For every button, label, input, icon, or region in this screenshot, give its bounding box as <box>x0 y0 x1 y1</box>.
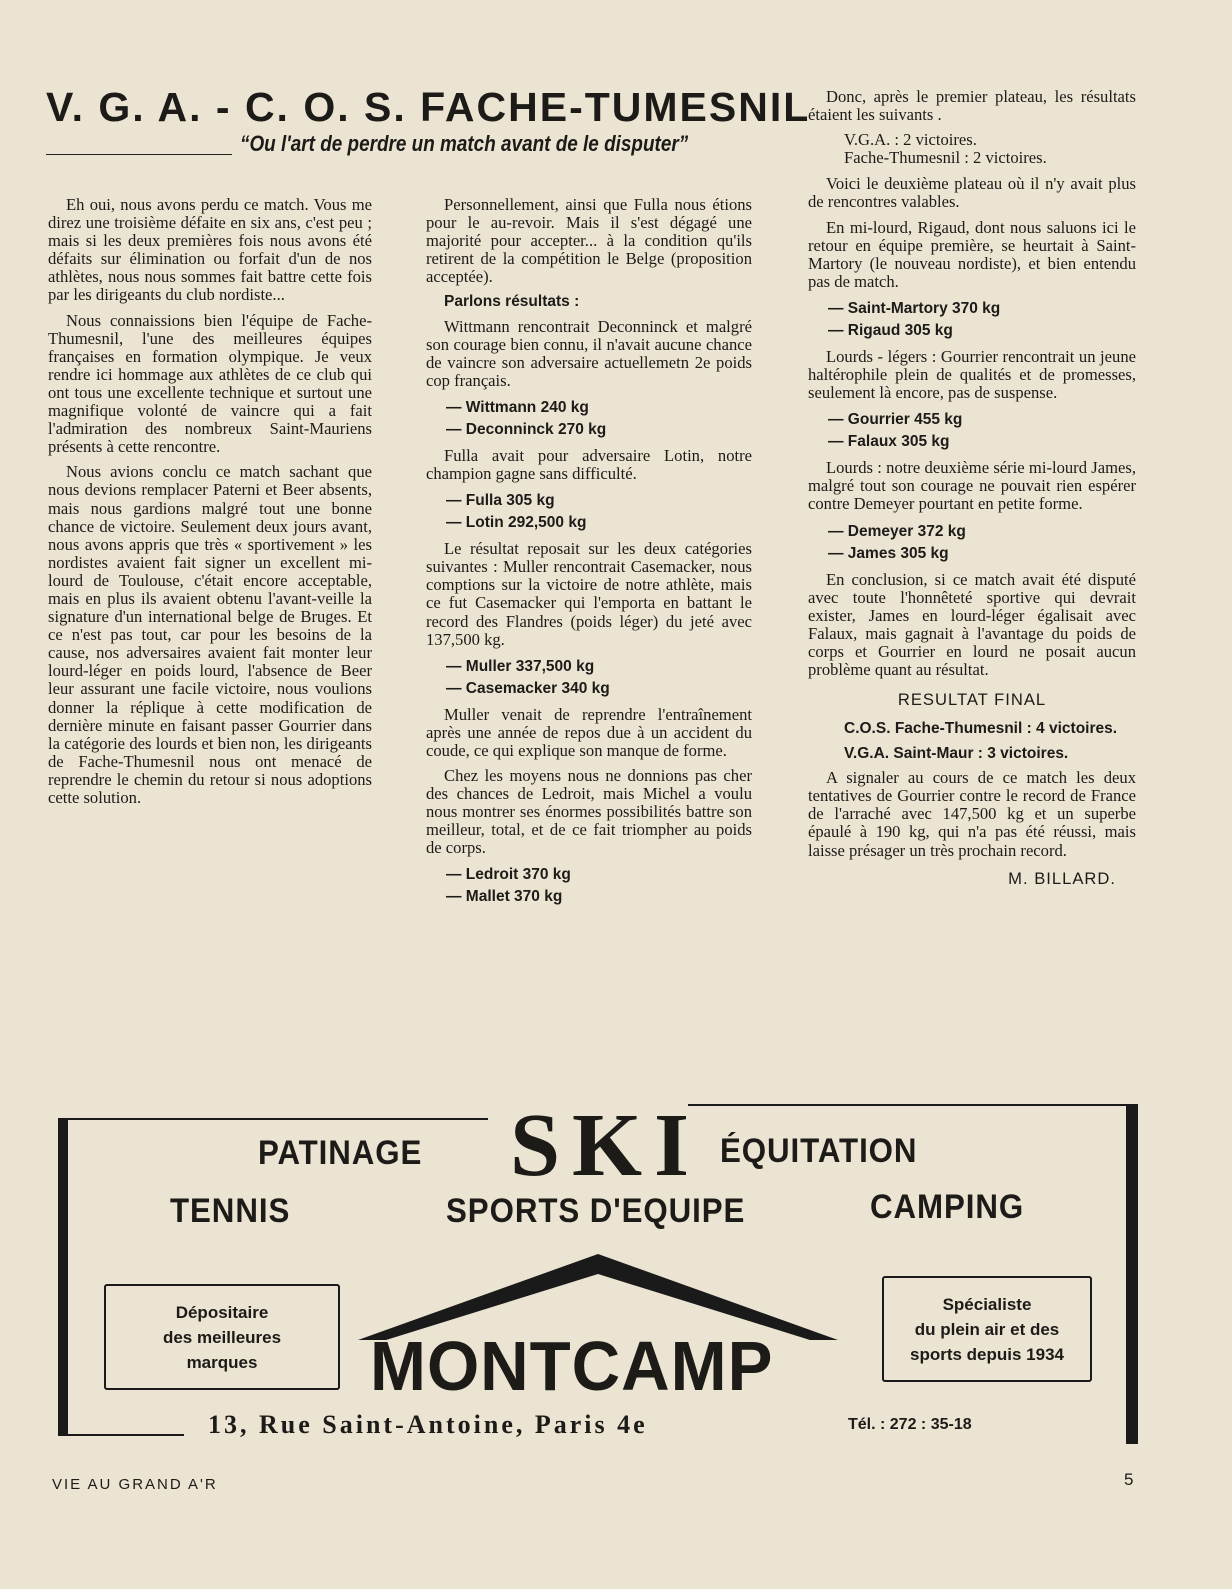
score-line: V.G.A. : 2 victoires. <box>844 130 977 150</box>
ad-ski: SKI <box>510 1096 702 1195</box>
result-line: — Falaux 305 kg <box>828 433 950 451</box>
montcamp-logo: MONTCAMP <box>370 1327 774 1405</box>
result-line: — Gourrier 455 kg <box>828 411 963 429</box>
result-line: — Fulla 305 kg <box>446 492 555 510</box>
paragraph: Eh oui, nous avons perdu ce match. Vous me direz une troisième défaite en six ans, c'est peu ; mais si les deux premières fois nous avons été défaits sur élimination ou forfait d'un de nos athlètes, nous nous sommes fait battre cette fois par les dirigeants du club nordiste... <box>48 195 372 305</box>
column-2 <box>426 196 752 914</box>
page-number: 5 <box>1124 1470 1134 1489</box>
column-3 <box>808 88 1136 888</box>
result-line: — Casemacker 340 kg <box>446 679 610 697</box>
ad-address: 13, Rue Saint-Antoine, Paris 4e <box>208 1410 648 1439</box>
result-line: — Muller 337,500 kg <box>446 657 595 675</box>
ad-equitation: ÉQUITATION <box>720 1132 918 1170</box>
ad-telephone: Tél. : 272 : 35-18 <box>848 1416 972 1433</box>
ad-left-box-line: marques <box>186 1352 258 1372</box>
ad-border-left <box>58 1118 68 1434</box>
final-result-line: C.O.S. Fache-Thumesnil : 4 victoires. <box>844 720 1118 738</box>
author-signature: M. BILLARD. <box>1008 868 1116 888</box>
paragraph: Chez les moyens nous ne donnions pas cher des chances de Ledroit, mais Michel a voulu nous montrer ses énormes possibilités battre son meilleur, total, et de ce fait triompher au poids de corps. <box>426 765 752 858</box>
paragraph: Nous connaissions bien l'équipe de Fache-Thumesnil, l'une des meilleures équipes françaises en formation olympique. Je veux rendre ici hommage aux athlètes de ce club qui ont tous une excellente technique et surtout une magnifique volonté de vaincre qui a fait l'admiration des nombreux Saint-Mauriens présents à cette rencontre. <box>48 310 372 457</box>
paragraph: A signaler au cours de ce match les deux tentatives de Gourrier contre le record de France de l'arraché avec 147,500 kg et un superbe épaulé à 190 kg, qui n'a pas été réussi, mais laisse présager un très prochain record. <box>808 768 1136 860</box>
result-line: — Mallet 370 kg <box>446 888 563 906</box>
ad-right-box-line: du plein air et des <box>914 1319 1060 1339</box>
result-line: — Deconninck 270 kg <box>446 420 607 438</box>
result-line: — Rigaud 305 kg <box>828 321 953 339</box>
ad-left-box-line: Dépositaire <box>175 1302 269 1322</box>
result-line: — Wittmann 240 kg <box>446 398 589 416</box>
ad-sports-equipe: SPORTS D'EQUIPE <box>446 1192 746 1230</box>
result-line: — Demeyer 372 kg <box>828 522 966 540</box>
paragraph: Le résultat reposait sur les deux catégories suivantes : Muller rencontrait Casemacker, nous comptions sur la victoire de notre athlète, mais ce fut Casemacker qui l'emporta en battant le record des Flandres (poids léger) du jeté avec 137,500 kg. <box>426 539 752 649</box>
ad-patinage: PATINAGE <box>258 1134 423 1172</box>
ad-border-right <box>1126 1104 1138 1444</box>
result-line: — Ledroit 370 kg <box>446 866 571 884</box>
column-1 <box>48 196 372 814</box>
paragraph: Personnellement, ainsi que Fulla nous étions pour le au-revoir. Mais il s'est dégagé une majorité pour accepter... à la condition qu'ils retirent de la compétition le Belge (proposition acceptée). <box>426 195 752 287</box>
result-line: — Saint-Martory 370 kg <box>828 299 1001 317</box>
montcamp-advertisement <box>58 1096 1138 1444</box>
paragraph: En mi-lourd, Rigaud, dont nous saluons ici le retour en équipe première, se heurtait à Saint-Martory (le nouveau nordiste), et bien entendu pas de match. <box>808 217 1136 291</box>
result-line: — James 305 kg <box>828 544 949 562</box>
subtitle-rule <box>46 154 232 155</box>
article-title: V. G. A. - C. O. S. FACHE-TUMESNIL <box>46 84 811 130</box>
paragraph: Nous avions conclu ce match sachant que nous devions remplacer Paterni et Beer absents, mais nous gardions malgré tout une bonne chance de victoire. Seulement deux jours avant, nous avons appris que très « sportivement » les nordistes avaient fait signer un excellent mi-lourd de Toulouse, c'était encore acceptable, mais en plus ils avaient obtenu l'avant-veille la signature d'un international belge de Bruges. Et ce n'est pas tout, car pour les besoins de la cause, nos adversaires avaient fait monter leur lourd-léger en poids lourd, l'absence de Beer leur assurant une facile victoire, nous voulions donner la réplique à cette modification de dernière minute en faisant passer Gourrier dans la catégorie des lourds et bien non, les dirigeants de Fache-Thumesnil nous ont menacé de reprendre le chemin du retour si nous adoptions cette solution. <box>48 462 372 807</box>
ad-camping: CAMPING <box>870 1188 1025 1226</box>
paragraph: Voici le deuxième plateau où il n'y avait plus de rencontres valables. <box>808 174 1136 212</box>
final-result-line: V.G.A. Saint-Maur : 3 victoires. <box>844 745 1069 763</box>
final-result-heading: RESULTAT FINAL <box>897 690 1047 710</box>
paragraph: Wittmann rencontrait Deconninck et malgré son courage bien connu, il n'avait aucune chance de vaincre son adversaire actuellemetn 2e poids cop français. <box>426 316 752 390</box>
paragraph: Lourds - légers : Gourrier rencontrait un jeune haltérophile plein de qualités et de promesses, seulement là encore, pas de suspense. <box>808 346 1136 403</box>
results-heading: Parlons résultats : <box>444 293 580 311</box>
ad-tennis: TENNIS <box>170 1192 291 1230</box>
paragraph: Fulla avait pour adversaire Lotin, notre champion gagne sans difficulté. <box>426 445 752 484</box>
paragraph: Lourds : notre deuxième série mi-lourd James, malgré tout son courage ne pouvait rien espérer contre Demeyer pourtant en petite forme. <box>808 458 1136 514</box>
score-line: Fache-Thumesnil : 2 victoires. <box>844 148 1047 168</box>
ad-border-top <box>688 1104 1138 1106</box>
result-line: — Lotin 292,500 kg <box>446 514 587 532</box>
ad-right-box <box>882 1276 1092 1382</box>
magazine-name: VIE AU GRAND A'R <box>52 1476 218 1493</box>
ad-left-box <box>104 1284 340 1390</box>
ad-border-top <box>58 1118 488 1120</box>
ad-left-box-line: des meilleures <box>162 1327 282 1347</box>
ad-right-box-line: sports depuis 1934 <box>909 1344 1064 1364</box>
ad-border-bottom <box>58 1434 184 1436</box>
ad-right-box-line: Spécialiste <box>942 1294 1032 1314</box>
paragraph: Muller venait de reprendre l'entraînement après une année de repos due à un accident du coude, ce qui explique son manque de forme. <box>426 704 752 760</box>
paragraph: En conclusion, si ce match avait été disputé avec toute l'honnêteté sportive qui devrait exister, James en lourd-léger égalisait avec Falaux, mais gagnait à l'avantage du poids de corps et Gourrier en lourd ne posait aucun problème quant au résultat. <box>808 569 1136 679</box>
paragraph: Donc, après le premier plateau, les résultats étaient les suivants . <box>808 87 1136 125</box>
article-subtitle: “Ou l'art de perdre un match avant de le disputer” <box>240 131 689 156</box>
